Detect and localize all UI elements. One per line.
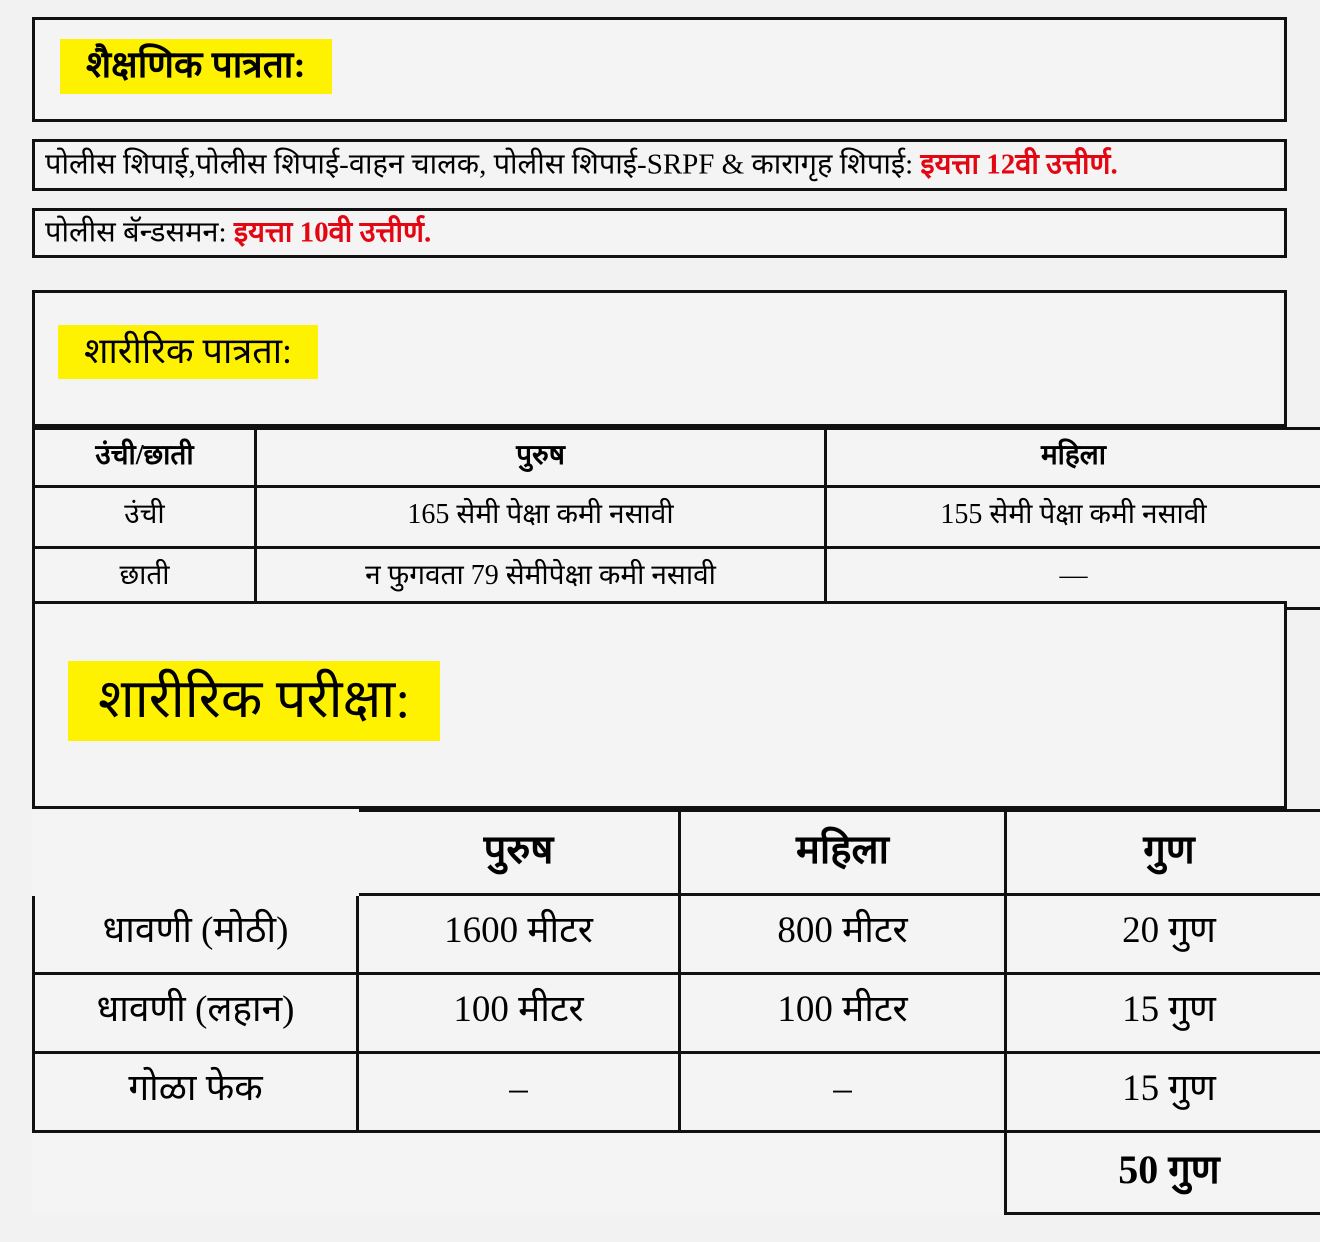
header-male: पुरुष bbox=[358, 811, 680, 895]
physical-eligibility-heading: शारीरिक पात्रता: bbox=[58, 325, 318, 379]
cell-chest-male: न फुगवता 79 सेमीपेक्षा कमी नसावी bbox=[256, 548, 826, 609]
physical-eligibility-table bbox=[32, 427, 1320, 610]
cell-male: 100 मीटर bbox=[358, 974, 680, 1053]
education-heading: शैक्षणिक पात्रता: bbox=[60, 39, 332, 94]
table-row bbox=[34, 487, 1320, 548]
physical-eligibility-heading-box bbox=[32, 290, 1287, 427]
cell-chest-female: — bbox=[826, 548, 1320, 609]
cell-male: – bbox=[358, 1053, 680, 1132]
header-height-chest: उंची/छाती bbox=[34, 429, 256, 487]
table-header-row bbox=[34, 429, 1320, 487]
education-row-10th-label: पोलीस बॅन्डसमन: bbox=[45, 216, 227, 249]
table-row bbox=[34, 548, 1320, 609]
table-row bbox=[34, 974, 1320, 1053]
education-row-text bbox=[45, 148, 1118, 181]
total-spacer bbox=[34, 1132, 358, 1214]
row-label-height: उंची bbox=[34, 487, 256, 548]
table-row bbox=[34, 1053, 1320, 1132]
header-test-name bbox=[34, 811, 358, 895]
education-row-12th-label: पोलीस शिपाई,पोलीस शिपाई-वाहन चालक, पोलीस शिपाई-SRPF & कारागृह शिपाई: bbox=[45, 148, 914, 181]
cell-test-name: गोळा फेक bbox=[34, 1053, 358, 1132]
cell-marks: 20 गुण bbox=[1006, 895, 1320, 974]
cell-female: – bbox=[680, 1053, 1006, 1132]
education-row-12th-value: इयत्ता 12वी उत्तीर्ण. bbox=[920, 148, 1118, 181]
header-female: महिला bbox=[680, 811, 1006, 895]
cell-test-name: धावणी (मोठी) bbox=[34, 895, 358, 974]
cell-female: 800 मीटर bbox=[680, 895, 1006, 974]
header-female: महिला bbox=[826, 429, 1320, 487]
education-row-12th bbox=[32, 139, 1287, 191]
education-heading-box bbox=[32, 17, 1287, 122]
total-marks: 50 गुण bbox=[1006, 1132, 1320, 1214]
cell-height-female: 155 सेमी पेक्षा कमी नसावी bbox=[826, 487, 1320, 548]
cell-female: 100 मीटर bbox=[680, 974, 1006, 1053]
cell-test-name: धावणी (लहान) bbox=[34, 974, 358, 1053]
table-row bbox=[34, 895, 1320, 974]
table-header-row bbox=[34, 811, 1320, 895]
physical-test-heading-box bbox=[32, 601, 1287, 809]
cell-marks: 15 गुण bbox=[1006, 1053, 1320, 1132]
cell-male: 1600 मीटर bbox=[358, 895, 680, 974]
row-label-chest: छाती bbox=[34, 548, 256, 609]
education-row-10th-value: इयत्ता 10वी उत्तीर्ण. bbox=[233, 216, 432, 249]
total-spacer bbox=[358, 1132, 680, 1214]
education-row-text bbox=[45, 216, 432, 249]
physical-test-table bbox=[32, 809, 1320, 1215]
cell-marks: 15 गुण bbox=[1006, 974, 1320, 1053]
physical-test-heading: शारीरिक परीक्षा: bbox=[68, 661, 440, 741]
total-spacer bbox=[680, 1132, 1006, 1214]
header-marks: गुण bbox=[1006, 811, 1320, 895]
table-total-row bbox=[34, 1132, 1320, 1214]
cell-height-male: 165 सेमी पेक्षा कमी नसावी bbox=[256, 487, 826, 548]
header-male: पुरुष bbox=[256, 429, 826, 487]
education-row-10th bbox=[32, 208, 1287, 258]
